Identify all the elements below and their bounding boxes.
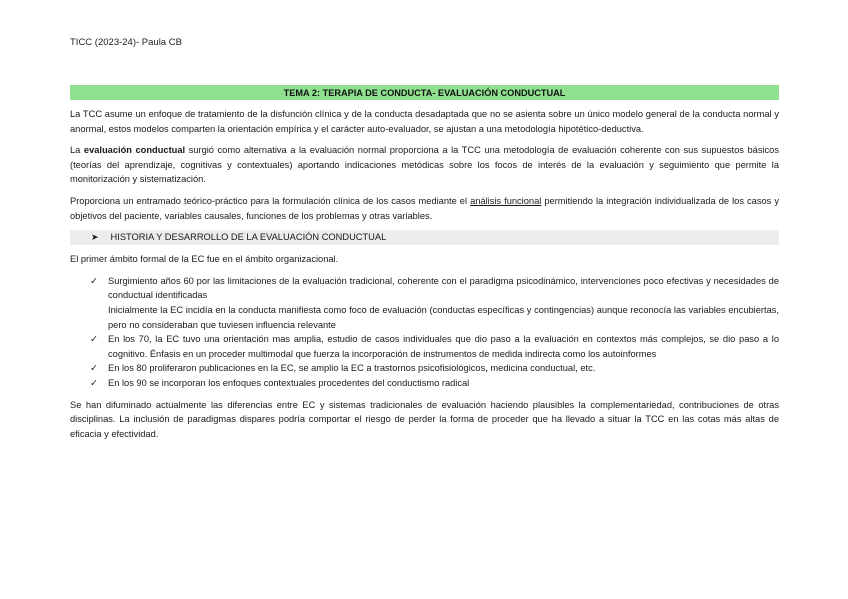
page-header: TICC (2023-24)- Paula CB — [70, 37, 182, 48]
paragraph-text: Proporciona un entramado teórico-práctico para la formulación clínica de los casos mediante el — [70, 195, 471, 206]
list-item-subtext: Inicialmente la EC incidía en la conducta manifiesta como foco de evaluación (conductas específicas y contingencias) aunque reconocía las variables encubiertas, pero no consideraban que tuviesen influencia relevante — [108, 304, 779, 330]
underlined-term: análisis funcional — [470, 195, 542, 206]
checkmark-icon: ✓ — [90, 377, 98, 388]
section-heading — [70, 230, 779, 245]
history-checklist — [70, 274, 779, 391]
paragraph-text: permitiendo la integración individualizada de los casos y objetivos del paciente, variables causales, funciones de los problemas y otras variables. — [70, 195, 779, 221]
section-heading-label: HISTORIA Y DESARROLLO DE LA EVALUACIÓN CONDUCTUAL — [110, 232, 387, 243]
arrow-bullet-icon: ➤ — [91, 232, 99, 243]
list-item — [70, 332, 779, 361]
checkmark-icon: ✓ — [90, 275, 98, 286]
list-item — [70, 376, 779, 391]
paragraph-entramado — [70, 194, 779, 223]
page-title: TEMA 2: TERAPIA DE CONDUCTA- EVALUACIÓN CONDUCTUAL — [70, 85, 779, 100]
list-item-text: Surgimiento años 60 por las limitaciones de la evaluación tradicional, coherente con el paradigma psicodinámico, intervenciones poco efectivas y necesidades de conductual identificadas — [108, 275, 779, 301]
list-item — [70, 361, 779, 376]
paragraph-evaluacion — [70, 143, 779, 187]
list-item-text: En los 80 proliferaron publicaciones en la EC, se amplio la EC a trastornos psicofisiológicos, medicina conductual, etc. — [108, 363, 596, 374]
list-item-text: En los 90 se incorporan los enfoques contextuales procedentes del conductismo radical — [108, 377, 470, 388]
checkmark-icon: ✓ — [90, 363, 98, 374]
paragraph-intro: La TCC asume un enfoque de tratamiento de la disfunción clínica y de la conducta desadaptada que no se asienta sobre un único modelo general de la conducta normal y anormal, estos modelos comparten la orientación empírica y el carácter auto-evaluador, se ajustan a una metodología hipotético-deductiva. — [70, 109, 779, 134]
checkmark-icon: ✓ — [90, 334, 98, 345]
bold-term: evaluación conductual — [83, 145, 186, 156]
list-item — [70, 274, 779, 332]
document-body — [70, 107, 779, 448]
list-item-text: En los 70, la EC tuvo una orientación mas amplia, estudio de casos individuales que dio paso a la evaluación en contextos más complejos, se dio paso a lo cognitivo. Énfasis en un proceder multimodal que fuerza la incorporación de instrumentos de medida indirecta como los autoinformes — [108, 334, 779, 359]
paragraph-ambito: El primer ámbito formal de la EC fue en el ámbito organizacional. — [70, 254, 339, 265]
paragraph-text: La — [70, 145, 84, 156]
paragraph-text: surgió como alternativa a la evaluación normal proporciona a la TCC una metodología de evaluación coherente con sus supuestos básicos (teorías del aprendizaje, cognitivas y contextuales) aportando indicaciones metódicas sobre los focos de interés de la evaluación y seguimiento que permite la monitorización y sistematización. — [70, 145, 779, 185]
paragraph-conclusion: Se han difuminado actualmente las diferencias entre EC y sistemas tradicionales de evaluación haciendo plausibles la complementariedad, contribuciones de otras disciplinas. La inclusión de paradigmas dispares podría comportar el riesgo de perder la forma de proceder que ha llevado a situar la TCC en las cotas más altas de eficacia y efectividad. — [70, 399, 779, 439]
